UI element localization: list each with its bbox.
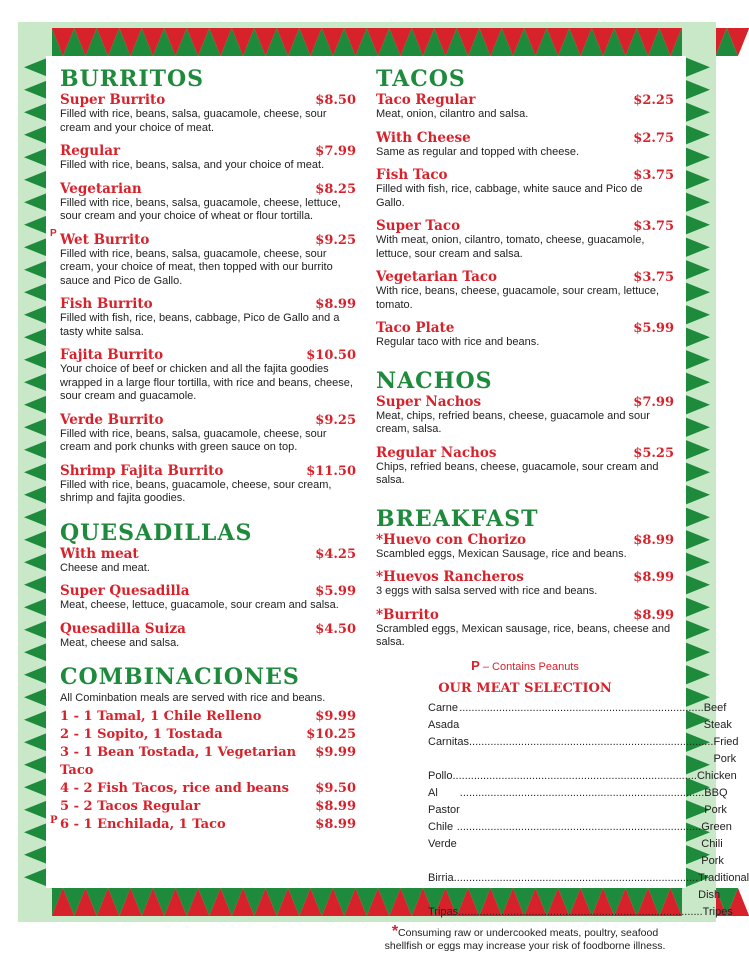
dot-leader: ................................................................................ — [459, 701, 704, 714]
menu-item-price: $8.99 — [633, 570, 674, 585]
combinaciones-list — [50, 708, 356, 834]
menu-item-name: Taco Plate — [376, 320, 455, 336]
combination-name: 4 - 2 Fish Tacos, rice and beans — [60, 781, 289, 796]
menu-item-description: Filled with rice, beans, salsa, guacamole, cheese, lettuce, sour cream and your choice of wheat or flour tortilla. — [60, 196, 341, 222]
menu-item — [60, 143, 356, 173]
menu-item-name: With Cheese — [376, 129, 471, 146]
menu-item-description: Meat, onion, cilantro and salsa. — [376, 108, 529, 120]
meat-selection-heading: OUR MEAT SELECTION — [438, 680, 612, 696]
burritos-list — [50, 92, 356, 506]
menu-item-price: $3.75 — [633, 219, 674, 234]
menu-item-description: Filled with rice, beans, guacamole, cheese, sour cream, shrimp and fajita goodies. — [60, 478, 332, 504]
food-safety-warning — [376, 922, 674, 953]
menu-item-header — [376, 532, 674, 548]
peanut-mark: P — [471, 657, 480, 673]
menu-item-name: Super Quesadilla — [60, 583, 190, 599]
menu-item-name: Vegetarian Taco — [376, 269, 498, 285]
menu-item-name: Super Burrito — [60, 92, 166, 108]
menu-item-description: Filled with rice, beans, salsa, and your choice of meat. — [60, 159, 325, 171]
menu-item-price: $7.99 — [315, 144, 356, 159]
menu-item — [376, 607, 674, 650]
meat-row — [428, 819, 732, 870]
breakfast-list — [376, 532, 674, 650]
meat-row — [428, 700, 732, 734]
meat-spanish-name: Tripas — [428, 905, 459, 918]
menu-item-price: $4.50 — [315, 621, 356, 637]
menu-item — [376, 167, 674, 210]
dot-leader: ................................................................................ — [453, 871, 699, 884]
combination-row — [60, 780, 356, 798]
meat-spanish-name: Carnitas — [428, 735, 469, 748]
menu-item-price: $3.75 — [633, 270, 674, 285]
combination-price: $8.99 — [315, 817, 356, 832]
combination-price: $9.99 — [315, 745, 356, 760]
menu-item-header — [60, 143, 356, 159]
meat-row — [428, 870, 749, 904]
menu-item-description: Meat, cheese and salsa. — [60, 636, 180, 649]
dot-leader: ................................................................................ — [459, 786, 705, 799]
menu-item-header — [376, 167, 674, 183]
menu-item-header — [376, 445, 674, 461]
dot-leader: ................................................................................ — [456, 820, 702, 833]
menu-item — [60, 296, 356, 339]
menu-item — [60, 92, 356, 135]
combination-row — [60, 798, 356, 816]
tacos-list — [376, 92, 674, 350]
combination-price: $10.25 — [306, 727, 356, 742]
combination-price: $9.50 — [315, 781, 356, 796]
meat-row — [428, 734, 739, 768]
menu-item-name: Wet Burrito — [60, 231, 150, 248]
menu-item-description: Meat, cheese, lettuce, guacamole, sour cream and salsa. — [60, 599, 339, 611]
menu-item-name: Verde Burrito — [60, 411, 164, 428]
menu-item — [376, 394, 674, 437]
right-column — [376, 66, 749, 953]
menu-item — [60, 583, 356, 613]
menu-item-price: $8.99 — [315, 297, 356, 312]
menu-item-name: Taco Regular — [376, 92, 476, 108]
peanut-legend — [376, 658, 674, 673]
combinaciones-note: All Cominbation meals are served with rice and beans. — [60, 692, 326, 704]
menu-item-name: *Burrito — [376, 606, 439, 623]
meat-english-name: Tripes — [702, 905, 733, 918]
menu-item-name: Super Taco — [376, 218, 461, 234]
menu-item — [60, 347, 356, 404]
menu-item-description: With meat, onion, cilantro, tomato, cheese, guacamole, lettuce, sour cream and salsa. — [376, 234, 645, 260]
menu-content — [46, 56, 749, 952]
menu-item-header — [376, 92, 674, 108]
menu-item — [60, 546, 356, 576]
menu-item-name: Fajita Burrito — [60, 347, 164, 363]
menu-item-header — [60, 347, 356, 363]
menu-item-description: Filled with rice, beans, salsa, guacamole, cheese, sour cream and your choice of meat. — [60, 108, 327, 134]
meat-spanish-name: Birria — [428, 871, 454, 884]
meat-row — [428, 785, 728, 819]
warning-text: Consuming raw or undercooked meats, poultry, seafood shellfish or eggs may increase your risk of foodborne illness. — [384, 926, 666, 952]
menu-item-description: Filled with fish, rice, cabbage, white sauce and Pico de Gallo. — [376, 183, 643, 209]
meat-english-name: Fried Pork — [713, 735, 739, 765]
menu-item — [376, 92, 674, 122]
menu-item-name: Shrimp Fajita Burrito — [60, 462, 224, 479]
menu-item-name: Regular — [60, 143, 121, 159]
menu-item — [376, 218, 674, 261]
meat-row — [428, 768, 737, 785]
peanut-legend-text: – Contains Peanuts — [479, 660, 579, 673]
nachos-list — [376, 394, 674, 488]
menu-item — [376, 569, 674, 599]
combination-name: 6 - 1 Enchilada, 1 Taco — [60, 817, 226, 832]
meat-row — [428, 904, 733, 921]
menu-item-price: $8.50 — [315, 93, 356, 108]
warning-asterisk: * — [391, 922, 399, 940]
menu-item-header — [60, 296, 356, 312]
nachos-heading: NACHOS — [376, 367, 493, 394]
menu-item-header — [376, 394, 674, 410]
menu-item-price: $8.99 — [633, 607, 674, 623]
menu-item-price: $2.25 — [633, 93, 674, 108]
menu-item-name: Quesadilla Suiza — [60, 620, 186, 637]
menu-item — [60, 412, 356, 455]
menu-item-price: $9.25 — [315, 412, 356, 428]
menu-item-header — [376, 218, 674, 234]
menu-item-description: With rice, beans, cheese, guacamole, sour cream, lettuce, tomato. — [376, 285, 660, 311]
menu-item-price: $8.25 — [315, 181, 356, 197]
menu-item-price: $4.25 — [315, 546, 356, 562]
menu-item-name: *Huevos Rancheros — [376, 569, 524, 585]
peanut-mark: P — [50, 815, 58, 826]
menu-item-description: Meat, chips, refried beans, cheese, guacamole and sour cream, salsa. — [376, 409, 650, 435]
meat-spanish-name: Chile Verde — [428, 820, 457, 850]
menu-item-name: Fish Taco — [376, 167, 448, 183]
burritos-heading: BURRITOS — [60, 66, 205, 92]
combination-name: 1 - 1 Tamal, 1 Chile Relleno — [60, 709, 262, 724]
meat-english-name: BBQ Pork — [704, 786, 728, 816]
menu-item — [376, 269, 674, 312]
menu-item-description: Cheese and meat. — [60, 561, 150, 574]
menu-item-header — [376, 269, 674, 285]
combination-name: 3 - 1 Bean Tostada, 1 Vegetarian Taco — [60, 745, 297, 778]
menu-item-name: Super Nachos — [376, 393, 482, 410]
menu-item-name: Regular Nachos — [376, 444, 497, 461]
tacos-heading: TACOS — [376, 66, 466, 92]
combination-row — [50, 815, 356, 834]
menu-item-description: Chips, refried beans, cheese, guacamole, sour cream and salsa. — [376, 460, 659, 486]
menu-item — [60, 181, 356, 224]
menu-item-header — [60, 92, 356, 108]
peanut-mark: P — [50, 227, 57, 239]
menu-item-description: Same as regular and topped with cheese. — [376, 145, 580, 158]
menu-item-name: With meat — [60, 545, 139, 562]
menu-item — [60, 463, 356, 506]
top-border-pattern — [18, 22, 716, 56]
menu-item-header — [60, 583, 356, 599]
menu-item — [376, 445, 674, 488]
menu-item-header — [60, 463, 356, 479]
menu-item-name: *Huevo con Chorizo — [376, 531, 526, 548]
menu-item-price: $5.25 — [633, 445, 674, 461]
meat-spanish-name: Pollo — [428, 769, 453, 782]
menu-item-description: Your choice of beef or chicken and all the fajita goodies wrapped in a large flour tortilla, with rice and beans, cheese, sour cream and guacamole. — [60, 363, 353, 402]
menu-item-header — [376, 320, 674, 336]
combination-row — [60, 726, 356, 744]
menu-item-header — [60, 181, 356, 197]
combinaciones-heading: COMBINACIONES — [60, 664, 300, 690]
menu-item-description: Scrambled eggs, Mexican sausage, rice, beans, cheese and salsa. — [376, 622, 671, 648]
left-column — [50, 66, 356, 834]
menu-item-price: $3.75 — [633, 168, 674, 183]
menu-item-header — [60, 232, 356, 248]
menu-item-name: Vegetarian — [60, 180, 142, 197]
menu-item-price: $9.25 — [315, 232, 356, 248]
menu-item-description: Filled with rice, beans, salsa, guacamole, cheese, sour cream and pork chunks with green sauce on top. — [60, 427, 327, 453]
menu-item-header — [376, 130, 674, 146]
dot-leader: ................................................................................ — [468, 735, 714, 748]
combination-name: 2 - 1 Sopito, 1 Tostada — [60, 727, 223, 742]
menu-item-description: Regular taco with rice and beans. — [376, 336, 540, 348]
meat-english-name: Green Chili Pork — [701, 820, 732, 867]
menu-item-description: Filled with fish, rice, beans, cabbage, Pico de Gallo and a tasty white salsa. — [60, 312, 340, 338]
dot-leader: ................................................................................ — [452, 769, 697, 782]
menu-item-header — [60, 546, 356, 562]
menu-item-price: $5.99 — [315, 584, 356, 599]
menu-item-price: $5.99 — [633, 321, 674, 336]
menu-item-name: Fish Burrito — [60, 296, 153, 312]
menu-item-price: $7.99 — [633, 394, 674, 410]
menu-item — [50, 227, 356, 289]
menu-item-price: $10.50 — [306, 348, 356, 363]
combination-row — [60, 744, 356, 780]
combination-name: 5 - 2 Tacos Regular — [60, 799, 201, 814]
menu-item-header — [376, 607, 674, 623]
combination-price: $9.99 — [315, 709, 356, 724]
combination-price: $8.99 — [315, 799, 356, 814]
meat-spanish-name: Carne Asada — [428, 701, 460, 731]
menu-item — [376, 532, 674, 562]
menu-item-description: Filled with rice, beans, salsa, guacamole, cheese, sour cream, your choice of meat, then topped with our burrito sauce and Pico de Gallo. — [60, 247, 333, 287]
menu-item-description: Scambled eggs, Mexican Sausage, rice and beans. — [376, 547, 627, 560]
menu-item — [60, 621, 356, 651]
meat-english-name: Chicken — [696, 769, 737, 782]
menu-item-price: $11.50 — [306, 463, 356, 479]
combination-row — [60, 708, 356, 726]
menu-item — [376, 130, 674, 160]
meat-selection-list — [376, 700, 749, 921]
menu-item-header — [60, 621, 356, 637]
meat-spanish-name: Al Pastor — [428, 786, 460, 816]
meat-english-name: Traditional Dish — [698, 871, 749, 901]
menu-item-description: 3 eggs with salsa served with rice and beans. — [376, 585, 598, 597]
meat-english-name: Beef Steak — [703, 701, 732, 731]
menu-item-price: $2.75 — [633, 130, 674, 146]
menu-item-price: $8.99 — [633, 532, 674, 548]
quesadillas-heading: QUESADILLAS — [60, 519, 253, 546]
menu-item-header — [376, 569, 674, 585]
quesadillas-list — [60, 546, 356, 651]
breakfast-heading: BREAKFAST — [376, 505, 539, 532]
menu-item — [376, 320, 674, 350]
menu-item-header — [60, 412, 356, 428]
dot-leader: ................................................................................ — [458, 905, 703, 918]
